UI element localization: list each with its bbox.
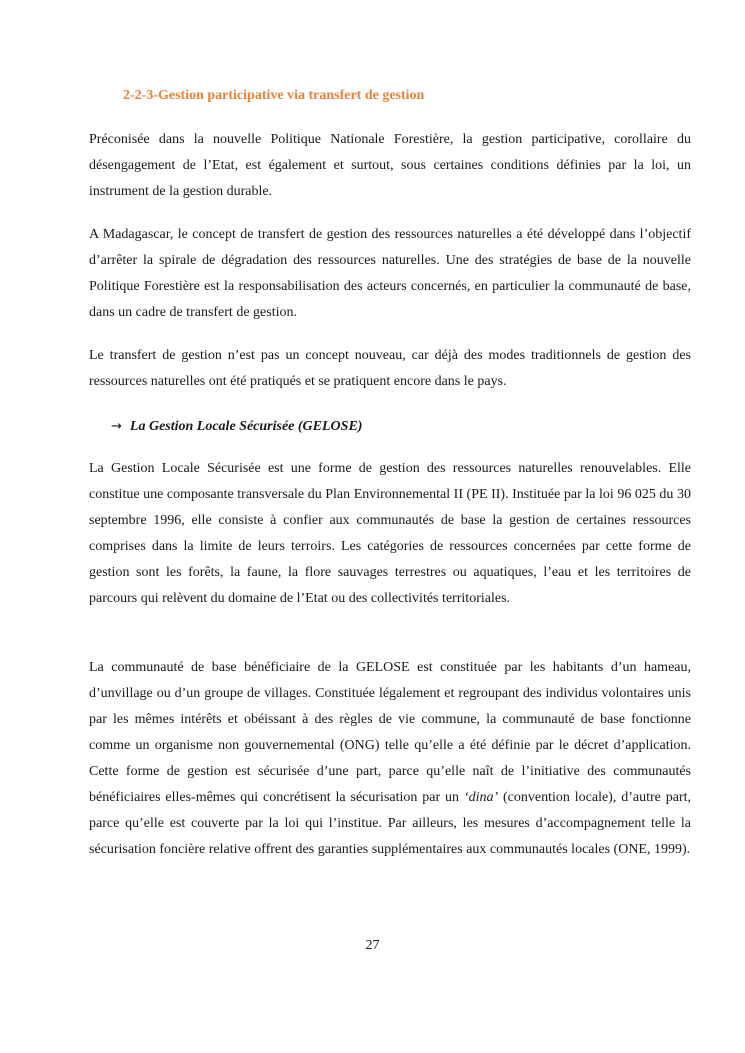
paragraph-community-base xyxy=(89,655,691,863)
paragraph-madagascar-transfer: A Madagascar, le concept de transfert de gestion des ressources naturelles a été développé dans l’objectif d’arrêter la spirale de dégradation des ressources naturelles. Une des stratégies de base de la nouvelle Politique Forestière est la responsabilisation des acteurs concernés, en particulier la communauté de base, dans un cadre de transfert de gestion. xyxy=(89,227,691,320)
arrow-right-icon: → xyxy=(111,419,122,434)
paragraph-text-after: (convention locale), d’autre part, parce qu’elle est couverte par la loi qui l’institue. Par ailleurs, les mesures d’accompagnement telle la sécurisation foncière relative offrent des garanties supplémentaires aux communautés locales (ONE, 1999). xyxy=(89,790,692,857)
paragraph-participative-management: Préconisée dans la nouvelle Politique Nationale Forestière, la gestion participative, corollaire du désengagement de l’Etat, est également et surtout, sous certaines conditions définies par la loi, un instrument de la gestion durable. xyxy=(89,132,691,199)
paragraph-traditional-modes: Le transfert de gestion n’est pas un concept nouveau, car déjà des modes traditionnels de gestion des ressources naturelles ont été pratiqués et se pratiquent encore dans le pays. xyxy=(89,348,691,389)
subsection-title: La Gestion Locale Sécurisée (GELOSE) xyxy=(129,419,363,434)
dina-term: ‘dina’ xyxy=(463,790,499,805)
paragraph-gelose-definition: La Gestion Locale Sécurisée est une forme de gestion des ressources naturelles renouvelables. Elle constitue une composante transversale du Plan Environnemental II (PE II). Instituée par la loi 96 025 du 30 septembre 1996, elle consiste à confier aux communautés de base la gestion de certaines ressources comprises dans la limite de leurs terroirs. Les catégories de ressources concernées par cette forme de gestion sont les forêts, la faune, la flore sauvages terrestres ou aquatiques, l’eau et les territoires de parcours qui relèvent du domaine de l’Etat ou des collectivités territoriales. xyxy=(89,461,691,606)
subsection-heading xyxy=(111,414,362,440)
paragraph-text-before: La communauté de base bénéficiaire de la GELOSE est constituée par les habitants d’un hameau, d’unvillage ou d’un groupe de villages. Constituée légalement et regroupant des individus volontaires unis par les mêmes intérêts et obéissant à des règles de vie commune, la communauté de base fonctionne comme un organisme non gouvernemental (ONG) telle qu’elle a été définie par le décret d’application. Cette forme de gestion est sécurisée d’une part, parce qu’elle naît de l’initiative des communautés bénéficiaires elles-mêmes qui concrétisent la sécurisation par un xyxy=(89,660,691,805)
page-number: 27 xyxy=(365,938,380,953)
section-heading: 2-2-3-Gestion participative via transfert de gestion xyxy=(123,88,425,103)
